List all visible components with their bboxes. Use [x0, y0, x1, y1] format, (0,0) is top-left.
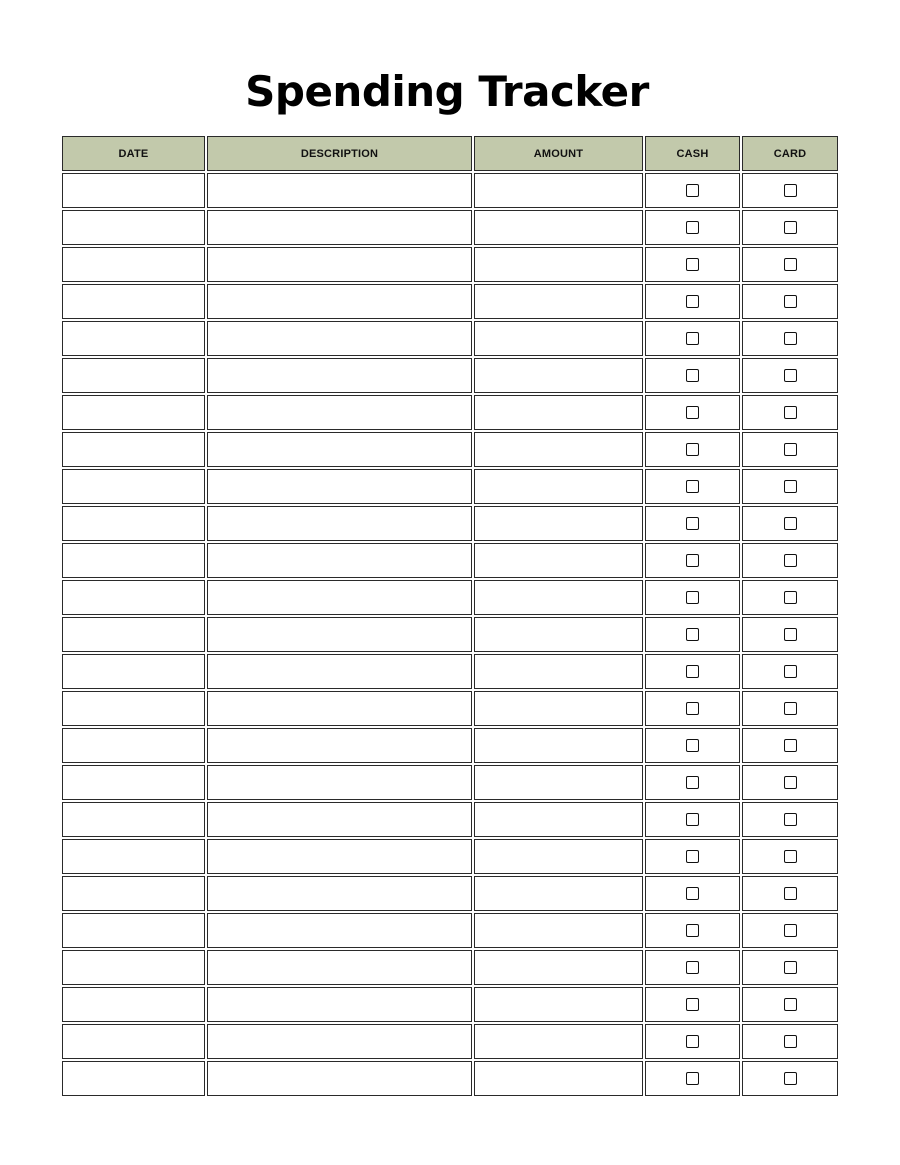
cash-cell	[645, 247, 740, 282]
card-checkbox[interactable]	[784, 591, 797, 604]
amount-cell[interactable]	[474, 913, 643, 948]
cash-checkbox[interactable]	[686, 924, 699, 937]
table-row	[62, 321, 838, 356]
cash-checkbox[interactable]	[686, 961, 699, 974]
cash-checkbox[interactable]	[686, 850, 699, 863]
card-cell	[742, 839, 838, 874]
page-title: Spending Tracker	[245, 67, 649, 116]
amount-cell[interactable]	[474, 432, 643, 467]
description-cell[interactable]	[207, 1061, 472, 1096]
card-cell	[742, 691, 838, 726]
card-cell	[742, 1061, 838, 1096]
card-cell	[742, 358, 838, 393]
card-checkbox[interactable]	[784, 554, 797, 567]
card-checkbox[interactable]	[784, 887, 797, 900]
card-cell	[742, 654, 838, 689]
card-cell	[742, 802, 838, 837]
description-cell[interactable]	[207, 987, 472, 1022]
description-cell[interactable]	[207, 506, 472, 541]
table-row	[62, 395, 838, 430]
date-cell[interactable]	[62, 284, 205, 319]
cash-cell	[645, 506, 740, 541]
card-checkbox[interactable]	[784, 776, 797, 789]
cash-checkbox[interactable]	[686, 480, 699, 493]
description-cell[interactable]	[207, 469, 472, 504]
cash-cell	[645, 728, 740, 763]
card-checkbox[interactable]	[784, 480, 797, 493]
table-row	[62, 469, 838, 504]
date-cell[interactable]	[62, 950, 205, 985]
description-cell[interactable]	[207, 580, 472, 615]
card-checkbox[interactable]	[784, 1072, 797, 1085]
card-checkbox[interactable]	[784, 961, 797, 974]
card-checkbox[interactable]	[784, 295, 797, 308]
description-cell[interactable]	[207, 950, 472, 985]
cash-checkbox[interactable]	[686, 739, 699, 752]
cash-checkbox[interactable]	[686, 665, 699, 678]
description-cell[interactable]	[207, 654, 472, 689]
cash-cell	[645, 395, 740, 430]
card-cell	[742, 432, 838, 467]
card-cell	[742, 506, 838, 541]
table-row	[62, 247, 838, 282]
table-row	[62, 580, 838, 615]
card-cell	[742, 321, 838, 356]
cash-checkbox[interactable]	[686, 443, 699, 456]
card-cell	[742, 469, 838, 504]
cash-checkbox[interactable]	[686, 776, 699, 789]
header-cash: CASH	[645, 136, 740, 171]
amount-cell[interactable]	[474, 358, 643, 393]
card-cell	[742, 876, 838, 911]
card-checkbox[interactable]	[784, 850, 797, 863]
cash-cell	[645, 617, 740, 652]
amount-cell[interactable]	[474, 395, 643, 430]
card-cell	[742, 1024, 838, 1059]
description-cell[interactable]	[207, 617, 472, 652]
table-row	[62, 210, 838, 245]
card-cell	[742, 987, 838, 1022]
amount-cell[interactable]	[474, 987, 643, 1022]
cash-cell	[645, 802, 740, 837]
card-checkbox[interactable]	[784, 998, 797, 1011]
amount-cell[interactable]	[474, 1061, 643, 1096]
card-cell	[742, 728, 838, 763]
cash-cell	[645, 691, 740, 726]
description-cell[interactable]	[207, 543, 472, 578]
date-cell[interactable]	[62, 432, 205, 467]
header-card: CARD	[742, 136, 838, 171]
cash-checkbox[interactable]	[686, 332, 699, 345]
table-row	[62, 913, 838, 948]
table-row	[62, 728, 838, 763]
card-checkbox[interactable]	[784, 184, 797, 197]
cash-checkbox[interactable]	[686, 258, 699, 271]
cash-checkbox[interactable]	[686, 591, 699, 604]
cash-cell	[645, 950, 740, 985]
amount-cell[interactable]	[474, 247, 643, 282]
cash-checkbox[interactable]	[686, 1072, 699, 1085]
amount-cell[interactable]	[474, 321, 643, 356]
cash-checkbox[interactable]	[686, 1035, 699, 1048]
amount-cell[interactable]	[474, 284, 643, 319]
amount-cell[interactable]	[474, 543, 643, 578]
table-row	[62, 987, 838, 1022]
table-row	[62, 950, 838, 985]
cash-cell	[645, 913, 740, 948]
card-cell	[742, 173, 838, 208]
description-cell[interactable]	[207, 765, 472, 800]
amount-cell[interactable]	[474, 173, 643, 208]
date-cell[interactable]	[62, 210, 205, 245]
table-row	[62, 284, 838, 319]
cash-checkbox[interactable]	[686, 628, 699, 641]
cash-checkbox[interactable]	[686, 184, 699, 197]
amount-cell[interactable]	[474, 210, 643, 245]
date-cell[interactable]	[62, 1061, 205, 1096]
cash-checkbox[interactable]	[686, 702, 699, 715]
card-checkbox[interactable]	[784, 739, 797, 752]
amount-cell[interactable]	[474, 950, 643, 985]
cash-cell	[645, 321, 740, 356]
card-cell	[742, 543, 838, 578]
cash-checkbox[interactable]	[686, 406, 699, 419]
card-checkbox[interactable]	[784, 1035, 797, 1048]
date-cell[interactable]	[62, 876, 205, 911]
date-cell[interactable]	[62, 173, 205, 208]
date-cell[interactable]	[62, 839, 205, 874]
description-cell[interactable]	[207, 358, 472, 393]
amount-cell[interactable]	[474, 691, 643, 726]
date-cell[interactable]	[62, 358, 205, 393]
table-header-row	[62, 136, 838, 171]
cash-cell	[645, 654, 740, 689]
cash-cell	[645, 358, 740, 393]
date-cell[interactable]	[62, 617, 205, 652]
amount-cell[interactable]	[474, 839, 643, 874]
date-cell[interactable]	[62, 987, 205, 1022]
cash-checkbox[interactable]	[686, 554, 699, 567]
description-cell[interactable]	[207, 1024, 472, 1059]
cash-cell	[645, 173, 740, 208]
card-checkbox[interactable]	[784, 665, 797, 678]
cash-checkbox[interactable]	[686, 221, 699, 234]
cash-cell	[645, 210, 740, 245]
description-cell[interactable]	[207, 284, 472, 319]
description-cell[interactable]	[207, 876, 472, 911]
spending-table	[62, 136, 838, 1098]
card-cell	[742, 950, 838, 985]
table-row	[62, 506, 838, 541]
cash-cell	[645, 876, 740, 911]
cash-cell	[645, 1061, 740, 1096]
card-checkbox[interactable]	[784, 369, 797, 382]
cash-checkbox[interactable]	[686, 369, 699, 382]
table-row	[62, 839, 838, 874]
table-row	[62, 876, 838, 911]
cash-checkbox[interactable]	[686, 887, 699, 900]
card-cell	[742, 580, 838, 615]
cash-checkbox[interactable]	[686, 295, 699, 308]
cash-cell	[645, 469, 740, 504]
description-cell[interactable]	[207, 432, 472, 467]
date-cell[interactable]	[62, 506, 205, 541]
card-cell	[742, 284, 838, 319]
card-cell	[742, 395, 838, 430]
date-cell[interactable]	[62, 247, 205, 282]
card-checkbox[interactable]	[784, 221, 797, 234]
table-row	[62, 1061, 838, 1096]
date-cell[interactable]	[62, 395, 205, 430]
date-cell[interactable]	[62, 543, 205, 578]
amount-cell[interactable]	[474, 617, 643, 652]
amount-cell[interactable]	[474, 876, 643, 911]
date-cell[interactable]	[62, 321, 205, 356]
card-checkbox[interactable]	[784, 258, 797, 271]
card-cell	[742, 913, 838, 948]
date-cell[interactable]	[62, 1024, 205, 1059]
cash-checkbox[interactable]	[686, 517, 699, 530]
cash-cell	[645, 284, 740, 319]
table-row	[62, 358, 838, 393]
table-row	[62, 765, 838, 800]
table-row	[62, 173, 838, 208]
description-cell[interactable]	[207, 913, 472, 948]
card-cell	[742, 765, 838, 800]
description-cell[interactable]	[207, 839, 472, 874]
card-checkbox[interactable]	[784, 628, 797, 641]
amount-cell[interactable]	[474, 765, 643, 800]
card-cell	[742, 247, 838, 282]
card-checkbox[interactable]	[784, 406, 797, 419]
card-checkbox[interactable]	[784, 443, 797, 456]
description-cell[interactable]	[207, 728, 472, 763]
cash-cell	[645, 839, 740, 874]
card-checkbox[interactable]	[784, 517, 797, 530]
date-cell[interactable]	[62, 691, 205, 726]
card-checkbox[interactable]	[784, 332, 797, 345]
card-cell	[742, 210, 838, 245]
date-cell[interactable]	[62, 654, 205, 689]
header-date: DATE	[62, 136, 205, 171]
card-checkbox[interactable]	[784, 813, 797, 826]
description-cell[interactable]	[207, 691, 472, 726]
amount-cell[interactable]	[474, 506, 643, 541]
amount-cell[interactable]	[474, 802, 643, 837]
cash-cell	[645, 543, 740, 578]
cash-cell	[645, 765, 740, 800]
card-cell	[742, 617, 838, 652]
description-cell[interactable]	[207, 173, 472, 208]
table-row	[62, 543, 838, 578]
date-cell[interactable]	[62, 913, 205, 948]
cash-cell	[645, 580, 740, 615]
description-cell[interactable]	[207, 247, 472, 282]
description-cell[interactable]	[207, 802, 472, 837]
card-checkbox[interactable]	[784, 702, 797, 715]
table-row	[62, 1024, 838, 1059]
card-checkbox[interactable]	[784, 924, 797, 937]
amount-cell[interactable]	[474, 654, 643, 689]
description-cell[interactable]	[207, 395, 472, 430]
cash-cell	[645, 1024, 740, 1059]
amount-cell[interactable]	[474, 1024, 643, 1059]
date-cell[interactable]	[62, 728, 205, 763]
cash-checkbox[interactable]	[686, 998, 699, 1011]
description-cell[interactable]	[207, 210, 472, 245]
date-cell[interactable]	[62, 802, 205, 837]
date-cell[interactable]	[62, 469, 205, 504]
cash-cell	[645, 432, 740, 467]
cash-cell	[645, 987, 740, 1022]
description-cell[interactable]	[207, 321, 472, 356]
table-row	[62, 617, 838, 652]
date-cell[interactable]	[62, 580, 205, 615]
header-amount: AMOUNT	[474, 136, 643, 171]
amount-cell[interactable]	[474, 580, 643, 615]
table-row	[62, 654, 838, 689]
amount-cell[interactable]	[474, 728, 643, 763]
table-row	[62, 802, 838, 837]
header-description: DESCRIPTION	[207, 136, 472, 171]
date-cell[interactable]	[62, 765, 205, 800]
amount-cell[interactable]	[474, 469, 643, 504]
cash-checkbox[interactable]	[686, 813, 699, 826]
table-row	[62, 691, 838, 726]
table-row	[62, 432, 838, 467]
